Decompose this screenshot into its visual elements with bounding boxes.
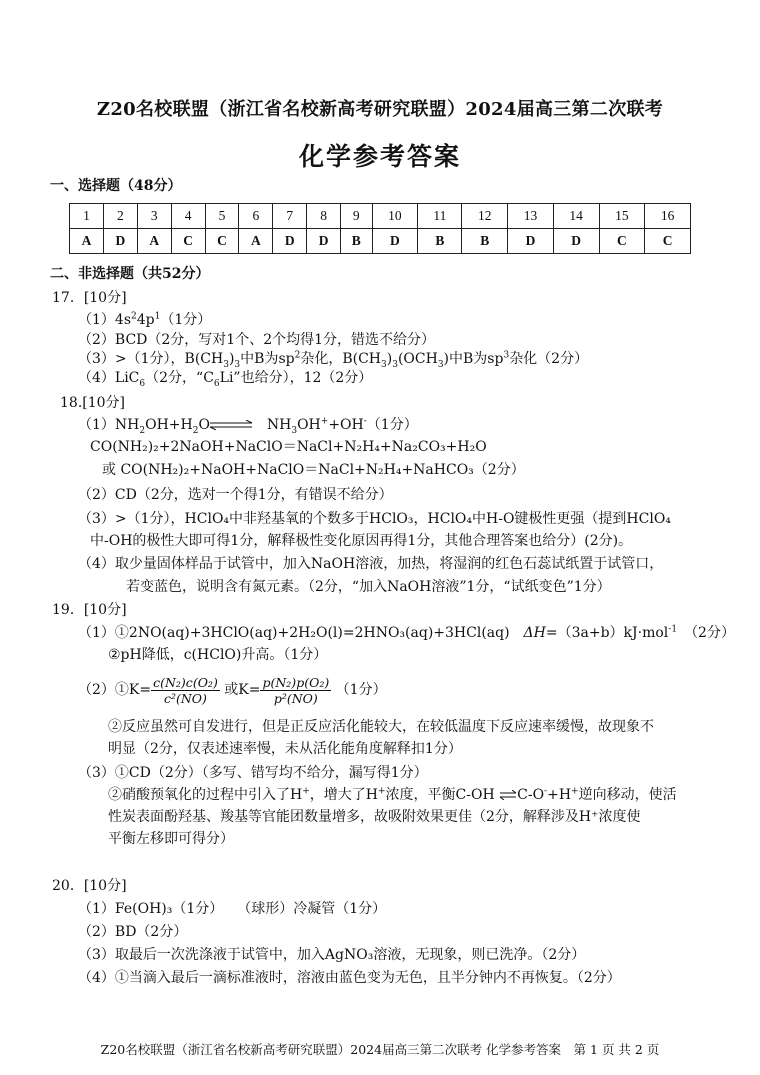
table-cell: A xyxy=(70,229,104,254)
q17-line-3: （3）>（1分），$B(CH_3)_3$中B为$sp^2$杂化，$B(CH_3)_3(OCH_3)$中B为$sp^3$杂化（2分） xyxy=(78,350,589,370)
q20-line-2: （2）BD（2分） xyxy=(78,924,188,940)
table-cell: 11 xyxy=(418,204,462,229)
q17-line-4: （4）LiC$_6$（2分，“$C_6Li$”也给分），12（2分） xyxy=(78,370,373,389)
q17-line-1: $(1)4s^24p^1(1$分） xyxy=(78,311,212,328)
q18-line-1: $(1)NH_2OH+H_2O$ $NH_3OH^++OH^-(1$分） xyxy=(78,416,418,436)
q19-line-2: ②pH降低，c(HClO)升高。（1分） xyxy=(108,647,328,663)
table-cell: A xyxy=(239,229,273,254)
pressure-constant-fraction: $\frac{\text{p(N₂)p(O₂)}}{\text{p²(NO)}}$ xyxy=(262,674,330,706)
q19-heading: 19．[10分] xyxy=(52,602,127,618)
q19-line-3: （2）①K= $\frac{\text{c(N₂)c(O₂)}}{\text{c²(NO)}}$ 或K= $\frac{\text{p(N₂)p(O₂)}}{\text{p²(NO)}}$ （1分） xyxy=(78,674,387,706)
q18-line-6: 中-OH的极性大即可得1分，解释极性变化原因再得1分，其他合理答案也给分）(2分)。 xyxy=(90,533,633,549)
table-cell: A xyxy=(137,229,171,254)
page-footer: Z20名校联盟（浙江省名校新高考研究联盟）2024届高三第二次联考 化学参考答案 第 1 页 共 2 页 xyxy=(100,1042,660,1057)
table-cell: D xyxy=(103,229,137,254)
q19-line-4: ②反应虽然可自发进行，但是正反应活化能较大，在较低温度下反应速率缓慢，故现象不 xyxy=(108,719,654,735)
table-cell: 5 xyxy=(205,204,239,229)
q18-line-7: （4）取少量固体样品于试管中，加入NaOH溶液，加热，将湿润的红色石蕊试纸置于试管口， xyxy=(78,556,664,572)
document-subtitle: 化学参考答案 xyxy=(298,142,461,171)
q19-line-6: （3）①CD（2分）（多写、错写均不给分，漏写得1分） xyxy=(78,765,428,781)
equilibrium-arrow-icon xyxy=(499,790,517,800)
table-cell: D xyxy=(307,229,341,254)
table-cell: 1 xyxy=(70,204,104,229)
q19-line-7: ②硝酸预氧化的过程中引入了H+，增大了H+浓度，平衡C-OH C-O-+H+逆向移动，使活 xyxy=(108,786,677,803)
table-cell: 14 xyxy=(553,204,599,229)
table-cell: 8 xyxy=(307,204,341,229)
table-cell: 16 xyxy=(645,204,691,229)
q20-line-4: （4）①当滴入最后一滴标准液时，溶液由蓝色变为无色，且半分钟内不再恢复。（2分） xyxy=(78,970,621,986)
q20-line-3: （3）取最后一次洗涤液于试管中，加入AgNO₃溶液，无现象，则已洗净。（2分） xyxy=(78,947,586,963)
q20-heading: 20．[10分] xyxy=(52,878,127,894)
table-cell: 15 xyxy=(599,204,645,229)
table-cell: D xyxy=(372,229,418,254)
table-cell: C xyxy=(205,229,239,254)
table-cell: D xyxy=(273,229,307,254)
table-cell: 13 xyxy=(508,204,554,229)
q17-line-2: （2）BCD（2分，写对1个、2个均得1分，错选不给分） xyxy=(78,332,436,348)
q17-heading: 17．[10分] xyxy=(52,290,127,306)
q20-line-1: （1）Fe(OH)₃（1分） （球形）冷凝管（1分） xyxy=(78,901,387,917)
equilibrium-arrow-icon xyxy=(214,420,244,430)
choice-answer-table xyxy=(69,203,691,254)
q18-line-8: 若变蓝色，说明含有氮元素。（2分，“加入NaOH溶液”1分，“试纸变色”1分） xyxy=(126,579,611,595)
answer-letter-row xyxy=(70,229,691,254)
q19-line-1: （1）①2NO(aq)+3HClO(aq)+2H₂O(l)=2HNO₃(aq)+3HCl(aq) ΔH=（3a+b）kJ·mol$^{-1}$ （2分） xyxy=(78,624,735,641)
table-cell: B xyxy=(341,229,373,254)
table-cell: C xyxy=(171,229,205,254)
section-2-heading: 二、非选择题（共52分） xyxy=(50,266,210,282)
section-1-heading: 一、选择题（48分） xyxy=(50,178,182,194)
q18-heading: 18.[10分] xyxy=(60,395,126,411)
table-cell: 2 xyxy=(103,204,137,229)
table-cell: 12 xyxy=(462,204,508,229)
table-cell: 10 xyxy=(372,204,418,229)
table-cell: D xyxy=(508,229,554,254)
document-title: Z20名校联盟（浙江省名校新高考研究联盟）2024届高三第二次联考 xyxy=(96,99,664,120)
table-cell: C xyxy=(645,229,691,254)
q18-line-2: CO(NH₂)₂+2NaOH+NaClO＝NaCl+N₂H₄+Na₂CO₃+H₂O xyxy=(90,439,487,455)
table-cell: D xyxy=(553,229,599,254)
q18-line-3: 或 CO(NH₂)₂+NaOH+NaClO＝NaCl+N₂H₄+NaHCO₃（2分） xyxy=(102,462,525,478)
table-cell: B xyxy=(462,229,508,254)
table-cell: 9 xyxy=(341,204,373,229)
table-cell: 3 xyxy=(137,204,171,229)
equilibrium-constant-fraction: $\frac{\text{c(N₂)c(O₂)}}{\text{c²(NO)}}$ xyxy=(153,674,218,706)
q19-line-9: 平衡左移即可得分） xyxy=(108,831,234,847)
table-cell: B xyxy=(418,229,462,254)
q18-line-5: （3）>（1分），HClO₄中非羟基氧的个数多于HClO₃，HClO₄中H-O键极性更强（提到HClO₄ xyxy=(78,511,671,527)
q18-line-4: （2）CD（2分，选对一个得1分，有错误不给分） xyxy=(78,487,393,503)
table-cell: 7 xyxy=(273,204,307,229)
question-number-row xyxy=(70,204,691,229)
table-cell: C xyxy=(599,229,645,254)
q19-line-5: 明显（2分，仅表述速率慢，未从活化能角度解释扣1分） xyxy=(108,741,462,757)
table-cell: 4 xyxy=(171,204,205,229)
q19-line-8: 性炭表面酚羟基、羧基等官能团数量增多，故吸附效果更佳（2分，解释涉及H⁺浓度使 xyxy=(108,809,641,825)
table-cell: 6 xyxy=(239,204,273,229)
